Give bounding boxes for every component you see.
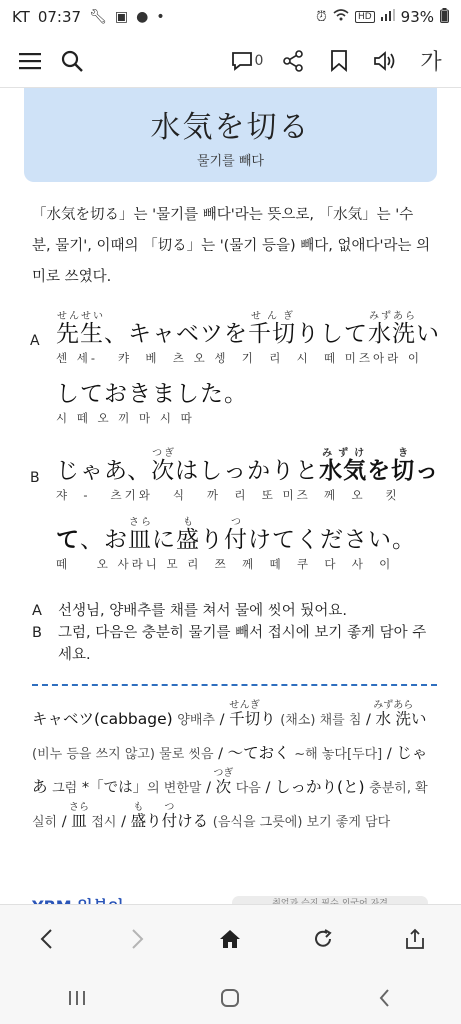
comments-button[interactable] xyxy=(229,41,265,81)
vocab-dewa-gloss: 의 변한말 xyxy=(147,781,202,796)
title-card xyxy=(24,88,437,182)
vocab-mizuarai-gloss: (비누 등을 쓰지 않고) 물로 씻음 xyxy=(32,747,214,762)
dialog-b-reading-1: 쟈 - 츠기와 식 까 리 또 미즈 께 오 킷 xyxy=(56,488,400,502)
status-left xyxy=(12,8,165,26)
vocab-teoku: 〜ておく xyxy=(227,744,290,762)
upload-share-icon xyxy=(404,928,426,950)
translation-a-label: A xyxy=(32,603,42,619)
translation-block xyxy=(32,600,437,666)
system-back-button[interactable] xyxy=(360,974,408,1022)
refresh-icon xyxy=(312,928,334,950)
section-divider xyxy=(32,684,437,686)
talk-icon: ● xyxy=(136,9,149,25)
chevron-left-icon xyxy=(39,928,53,950)
dialog-b-lines xyxy=(56,448,439,582)
reload-button[interactable] xyxy=(299,915,347,963)
status-right xyxy=(316,8,449,27)
dialog-b-reading-2: 떼 오 사라니 모 리 쯔 께 떼 쿠 다 사 이 xyxy=(56,557,394,571)
alarm-icon: ⏰︎ xyxy=(316,9,327,25)
vocab-cabbage: キャベツ(cabbage) xyxy=(32,710,173,728)
share-page-button[interactable] xyxy=(391,915,439,963)
system-nav-bar xyxy=(0,972,461,1024)
forward-button[interactable] xyxy=(114,915,162,963)
hamburger-icon xyxy=(19,52,41,70)
vocab-moritsukeru: 盛もり付つける xyxy=(130,802,209,830)
dialog-b-line2 xyxy=(56,517,439,572)
dialog-a-japanese-2: しておきました。 xyxy=(56,381,248,407)
dialog-block xyxy=(30,311,443,582)
font-size-button[interactable]: 가 xyxy=(420,50,442,75)
browser-bottom-nav xyxy=(0,904,461,972)
clock: 07:37 xyxy=(37,8,82,26)
dialog-b-japanese-1: じゃあ、次つぎはしっかりと水気みずけを切きっ xyxy=(56,448,440,484)
vocab-sengiri-gloss: (채소) 채를 침 xyxy=(280,713,362,728)
article-content xyxy=(0,88,461,902)
share-icon xyxy=(282,50,304,72)
bookmark-icon xyxy=(330,50,348,72)
dialog-b-japanese-2: て、お皿さらに盛もり付つけてください。 xyxy=(56,517,416,553)
signal-icon xyxy=(381,9,395,25)
vocab-tsugi-gloss: 다음 xyxy=(235,781,261,796)
toolbar-actions xyxy=(229,41,449,81)
dialog-a-lines xyxy=(56,311,440,436)
recents-icon xyxy=(67,989,87,1007)
status-bar xyxy=(0,0,461,34)
search-button[interactable] xyxy=(54,41,90,81)
dialog-b-line1 xyxy=(56,448,439,503)
vocab-jaa: じゃあ xyxy=(32,744,428,796)
speaker-a-label: A xyxy=(30,333,40,349)
page-title: 水気を切る xyxy=(150,110,311,145)
chevron-right-icon xyxy=(131,928,145,950)
wrench-icon: 🔧︎ xyxy=(89,9,107,25)
vocab-mizuarai: 水洗みずあらい xyxy=(373,700,427,728)
reader-toolbar xyxy=(0,34,461,88)
dialog-a-reading-2: 시 떼 오 끼 마 시 따 xyxy=(56,411,195,425)
vocab-sengiri: 千切せんぎり xyxy=(229,700,276,728)
dot-icon: • xyxy=(156,9,165,25)
vocab-cabbage-gloss: 양배추 xyxy=(177,713,215,728)
vocab-tsugi: 次つぎ xyxy=(213,768,234,796)
translation-a-text: 선생님, 양배추를 채를 쳐서 물에 씻어 뒀어요. xyxy=(58,603,347,619)
back-chevron-icon xyxy=(378,988,390,1008)
home-button[interactable] xyxy=(206,915,254,963)
speaker-b-label: B xyxy=(30,470,40,486)
vocab-sara: 皿さら xyxy=(69,802,89,830)
home-square-icon xyxy=(220,988,240,1008)
page-subtitle: 물기를 빼다 xyxy=(197,154,264,169)
recent-apps-button[interactable] xyxy=(53,974,101,1022)
dialog-a xyxy=(30,311,443,436)
image-icon: ▣ xyxy=(114,9,129,25)
dialog-a-line2 xyxy=(56,380,440,426)
translation-b-text: 그럼, 다음은 충분히 물기를 빼서 접시에 보기 좋게 담아 주세요. xyxy=(58,625,427,663)
hd-badge: HD xyxy=(355,11,375,23)
battery-percent: 93% xyxy=(400,8,434,26)
vocabulary-block: キャベツ(cabbage) 양배추 / 千切せんぎり (채소) 채를 침 / 水洗みずあらい (비누 등을 쓰지 않고) 물로 씻음 / 〜ておく ~해 놓다[두다] / じゃあ 그럼 *「では」의 변한말 / 次つぎ 다음 / しっかり(と) 충분히, 확실히 / 皿さら 접시 / 盛もり付つける (음식을 그릇에) 보기 좋게 담다 xyxy=(32,700,428,830)
search-icon xyxy=(61,50,83,72)
dialog-a-reading-1: 센 세- 캬 베 츠 오 셍 기 리 시 떼 미즈아라 이 xyxy=(56,351,423,365)
translation-a xyxy=(32,600,437,622)
tts-button[interactable] xyxy=(367,41,403,81)
vocab-shikkari: しっかり(と) xyxy=(274,778,365,796)
menu-button[interactable] xyxy=(12,41,48,81)
share-button[interactable] xyxy=(275,41,311,81)
vocab-teoku-gloss: ~해 놓다[두다] xyxy=(294,747,383,762)
comment-icon xyxy=(231,51,253,71)
system-home-button[interactable] xyxy=(206,974,254,1022)
speaker-icon xyxy=(373,50,397,72)
bookmark-button[interactable] xyxy=(321,41,357,81)
comment-count: 0 xyxy=(254,52,264,69)
intro-paragraph: 「水気を切る」는 '물기를 빼다'라는 뜻으로, 「水気」는 '수분, 물기', 이때의 「切る」는 '(물기 등을) 빼다, 없애다'라는 의미로 쓰였다. xyxy=(32,207,431,285)
translation-b-label: B xyxy=(32,625,42,641)
battery-icon xyxy=(440,8,449,27)
vocab-jaa-gloss: 그럼 xyxy=(52,781,78,796)
translation-b xyxy=(32,622,437,666)
vocab-moritsukeru-gloss: (음식을 그릇에) 보기 좋게 담다 xyxy=(212,815,391,830)
wifi-icon xyxy=(333,9,349,25)
home-icon xyxy=(219,929,241,949)
vocab-shikkari-gloss: 충분히, 확실히 xyxy=(32,781,428,830)
carrier-label: KT xyxy=(12,8,30,26)
dialog-b xyxy=(30,448,443,582)
vocab-sara-gloss: 접시 xyxy=(91,815,117,830)
dialog-a-line1 xyxy=(56,311,440,366)
dialog-a-japanese-1: 先生せんせい、キャベツを千切せんぎりして水洗みずあらい xyxy=(56,311,440,347)
back-button[interactable] xyxy=(22,915,70,963)
